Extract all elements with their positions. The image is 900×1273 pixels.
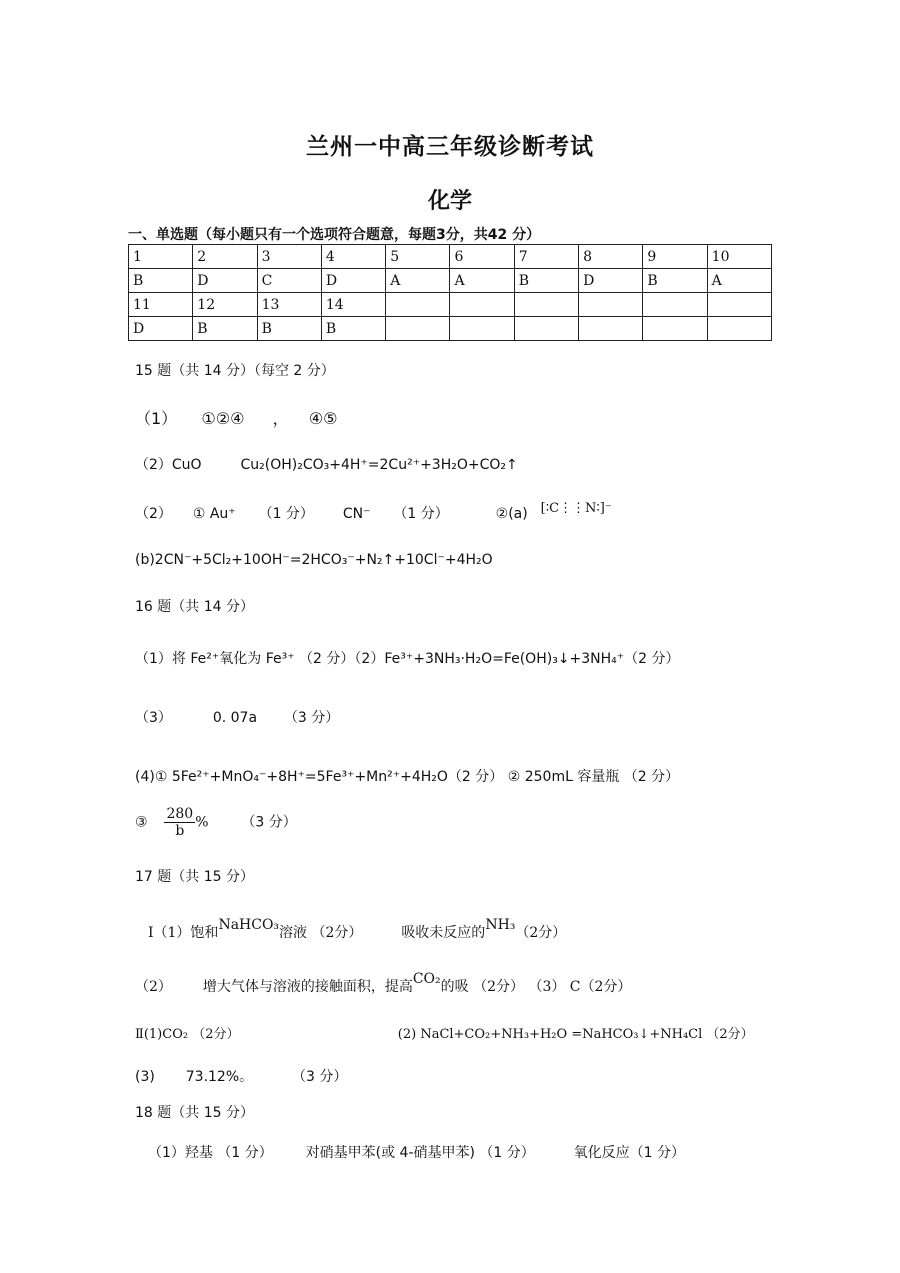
q17-l3-a: Ⅱ(1)CO₂ （2分） (135, 1027, 240, 1042)
q17-l1-a: Ⅰ（1）饱和 (148, 925, 219, 941)
q15-l3-d: CN⁻ (342, 506, 371, 522)
table-cell: 3 (257, 245, 321, 269)
table-row (129, 317, 772, 341)
answer-table (128, 244, 772, 341)
table-cell: 10 (707, 245, 771, 269)
table-cell (514, 317, 578, 341)
table-cell: B (321, 317, 385, 341)
table-row (129, 269, 772, 293)
table-cell: B (643, 269, 707, 293)
table-cell: 14 (321, 293, 385, 317)
q15-heading: 15 题（共 14 分）（每空 2 分） (135, 363, 335, 379)
table-cell: 4 (321, 245, 385, 269)
table-cell (514, 293, 578, 317)
table-cell (450, 293, 514, 317)
q18-l1-a: （1）羟基 （1 分） (148, 1145, 273, 1161)
fraction (164, 806, 195, 839)
q17-l2-a: （2） (135, 979, 172, 995)
q17-l3-b: (2) NaCl+CO₂+NH₃+H₂O =NaHCO₃↓+NH₄Cl （2分） (397, 1027, 754, 1042)
q16-l4-a: ③ (135, 814, 148, 831)
table-cell: 6 (450, 245, 514, 269)
table-cell (579, 317, 643, 341)
q15-l3-e: （1 分） (393, 506, 449, 522)
table-cell (386, 317, 450, 341)
table-cell: B (257, 317, 321, 341)
table-cell: C (257, 269, 321, 293)
q15-l1-b: ①②④ (201, 409, 245, 428)
table-cell: 12 (193, 293, 257, 317)
table-cell: 2 (193, 245, 257, 269)
q15-line2 (135, 454, 518, 474)
table-cell: 7 (514, 245, 578, 269)
table-row (129, 245, 772, 269)
q18-line1 (148, 1142, 685, 1162)
fraction-numerator: 280 (166, 806, 194, 822)
q16-line3: (4)① 5Fe²⁺+MnO₄⁻+8H⁺=5Fe³⁺+Mn²⁺+4H₂O（2 分） ② 250mL 容量瓶 （2 分） (135, 769, 680, 785)
q15-l3-c: （1 分） (258, 506, 314, 522)
q16-line1: （1）将 Fe²⁺氧化为 Fe³⁺ （2 分）（2）Fe³⁺+3NH₃·H₂O=Fe(OH)₃↓+3NH₄⁺（2 分） (135, 651, 680, 667)
q15-l2-b: Cu₂(OH)₂CO₃+4H⁺=2Cu²⁺+3H₂O+CO₂↑ (240, 457, 518, 473)
table-cell: B (129, 269, 193, 293)
q16-line4 (135, 806, 297, 839)
subject-title: 化学 (427, 189, 472, 214)
q17-l1-f: （2分） (515, 925, 567, 941)
q17-l2-b: 增大气体与溶液的接触面积，提高 (202, 979, 413, 995)
percent-sign: % (195, 814, 209, 831)
table-cell (579, 293, 643, 317)
table-cell: 11 (129, 293, 193, 317)
q16-line2 (135, 707, 339, 727)
q15-l2-a: （2）CuO (135, 457, 202, 473)
fraction-denominator: b (175, 823, 185, 839)
q15-l1-d: ④⑤ (308, 409, 338, 428)
table-cell (707, 293, 771, 317)
table-cell (450, 317, 514, 341)
q15-l1-c: ， (272, 409, 289, 428)
table-cell: 13 (257, 293, 321, 317)
q15-line3 (135, 503, 612, 523)
table-cell (643, 293, 707, 317)
table-cell: D (579, 269, 643, 293)
q15-line4: (b)2CN⁻+5Cl₂+10OH⁻=2HCO₃⁻+N₂↑+10Cl⁻+4H₂O (135, 552, 493, 568)
q16-l2-c: （3 分） (283, 710, 340, 726)
q17-l1-d: 吸收未反应的 (401, 925, 486, 941)
table-cell: 9 (643, 245, 707, 269)
table-cell: A (386, 269, 450, 293)
q16-heading: 16 题（共 14 分） (135, 599, 254, 615)
q18-heading: 18 题（共 15 分） (135, 1105, 254, 1121)
q17-l4-b: 73.12%。 (185, 1069, 254, 1085)
q17-l1-c: 溶液 （2分） (279, 925, 363, 941)
q17-l4-a: (3) (135, 1069, 155, 1085)
q17-line1 (148, 917, 567, 942)
q17-l4-c: （3 分） (292, 1069, 348, 1085)
table-cell: D (193, 269, 257, 293)
q15-l3-b: ① Au⁺ (192, 506, 236, 522)
q17-l1-e: NH₃ (485, 917, 516, 933)
table-cell (386, 293, 450, 317)
table-row (129, 293, 772, 317)
q17-line2 (135, 971, 632, 996)
q17-l1-b: NaHCO₃ (218, 917, 280, 933)
q15-l1-a: （1） (135, 409, 178, 428)
table-cell: B (514, 269, 578, 293)
q17-l2-c: CO₂ (412, 971, 441, 987)
table-cell (707, 317, 771, 341)
table-cell: 1 (129, 245, 193, 269)
q15-line1 (135, 406, 337, 429)
q16-l2-b: 0. 07a (212, 710, 258, 726)
q18-l1-c: 氧化反应（1 分） (573, 1145, 686, 1161)
page-title: 兰州一中高三年级诊断考试 (306, 134, 594, 160)
table-cell: B (193, 317, 257, 341)
q17-l2-d: 的吸 （2分） （3） C（2分） (440, 979, 632, 995)
q15-l3-f: ②(a) (495, 506, 528, 522)
table-cell: A (707, 269, 771, 293)
q16-l2-a: （3） (135, 710, 172, 726)
table-cell: 5 (386, 245, 450, 269)
table-cell: D (321, 269, 385, 293)
q17-line4 (135, 1066, 347, 1086)
table-cell (643, 317, 707, 341)
q17-line3 (135, 1023, 754, 1042)
q18-l1-b: 对硝基甲苯(或 4-硝基甲苯) （1 分） (305, 1145, 535, 1161)
q17-heading: 17 题（共 15 分） (135, 869, 254, 885)
table-cell: D (129, 317, 193, 341)
section1-heading: 一、单选题（每小题只有一个选项符合题意，每题3分，共42 分） (128, 227, 541, 243)
table-cell: 8 (579, 245, 643, 269)
q16-l4-b: （3 分） (241, 814, 297, 831)
q15-l3-a: （2） (135, 506, 172, 522)
table-cell: A (450, 269, 514, 293)
cyanide-lewis-structure: [∶C⋮⋮N∶]⁻ (540, 501, 612, 516)
